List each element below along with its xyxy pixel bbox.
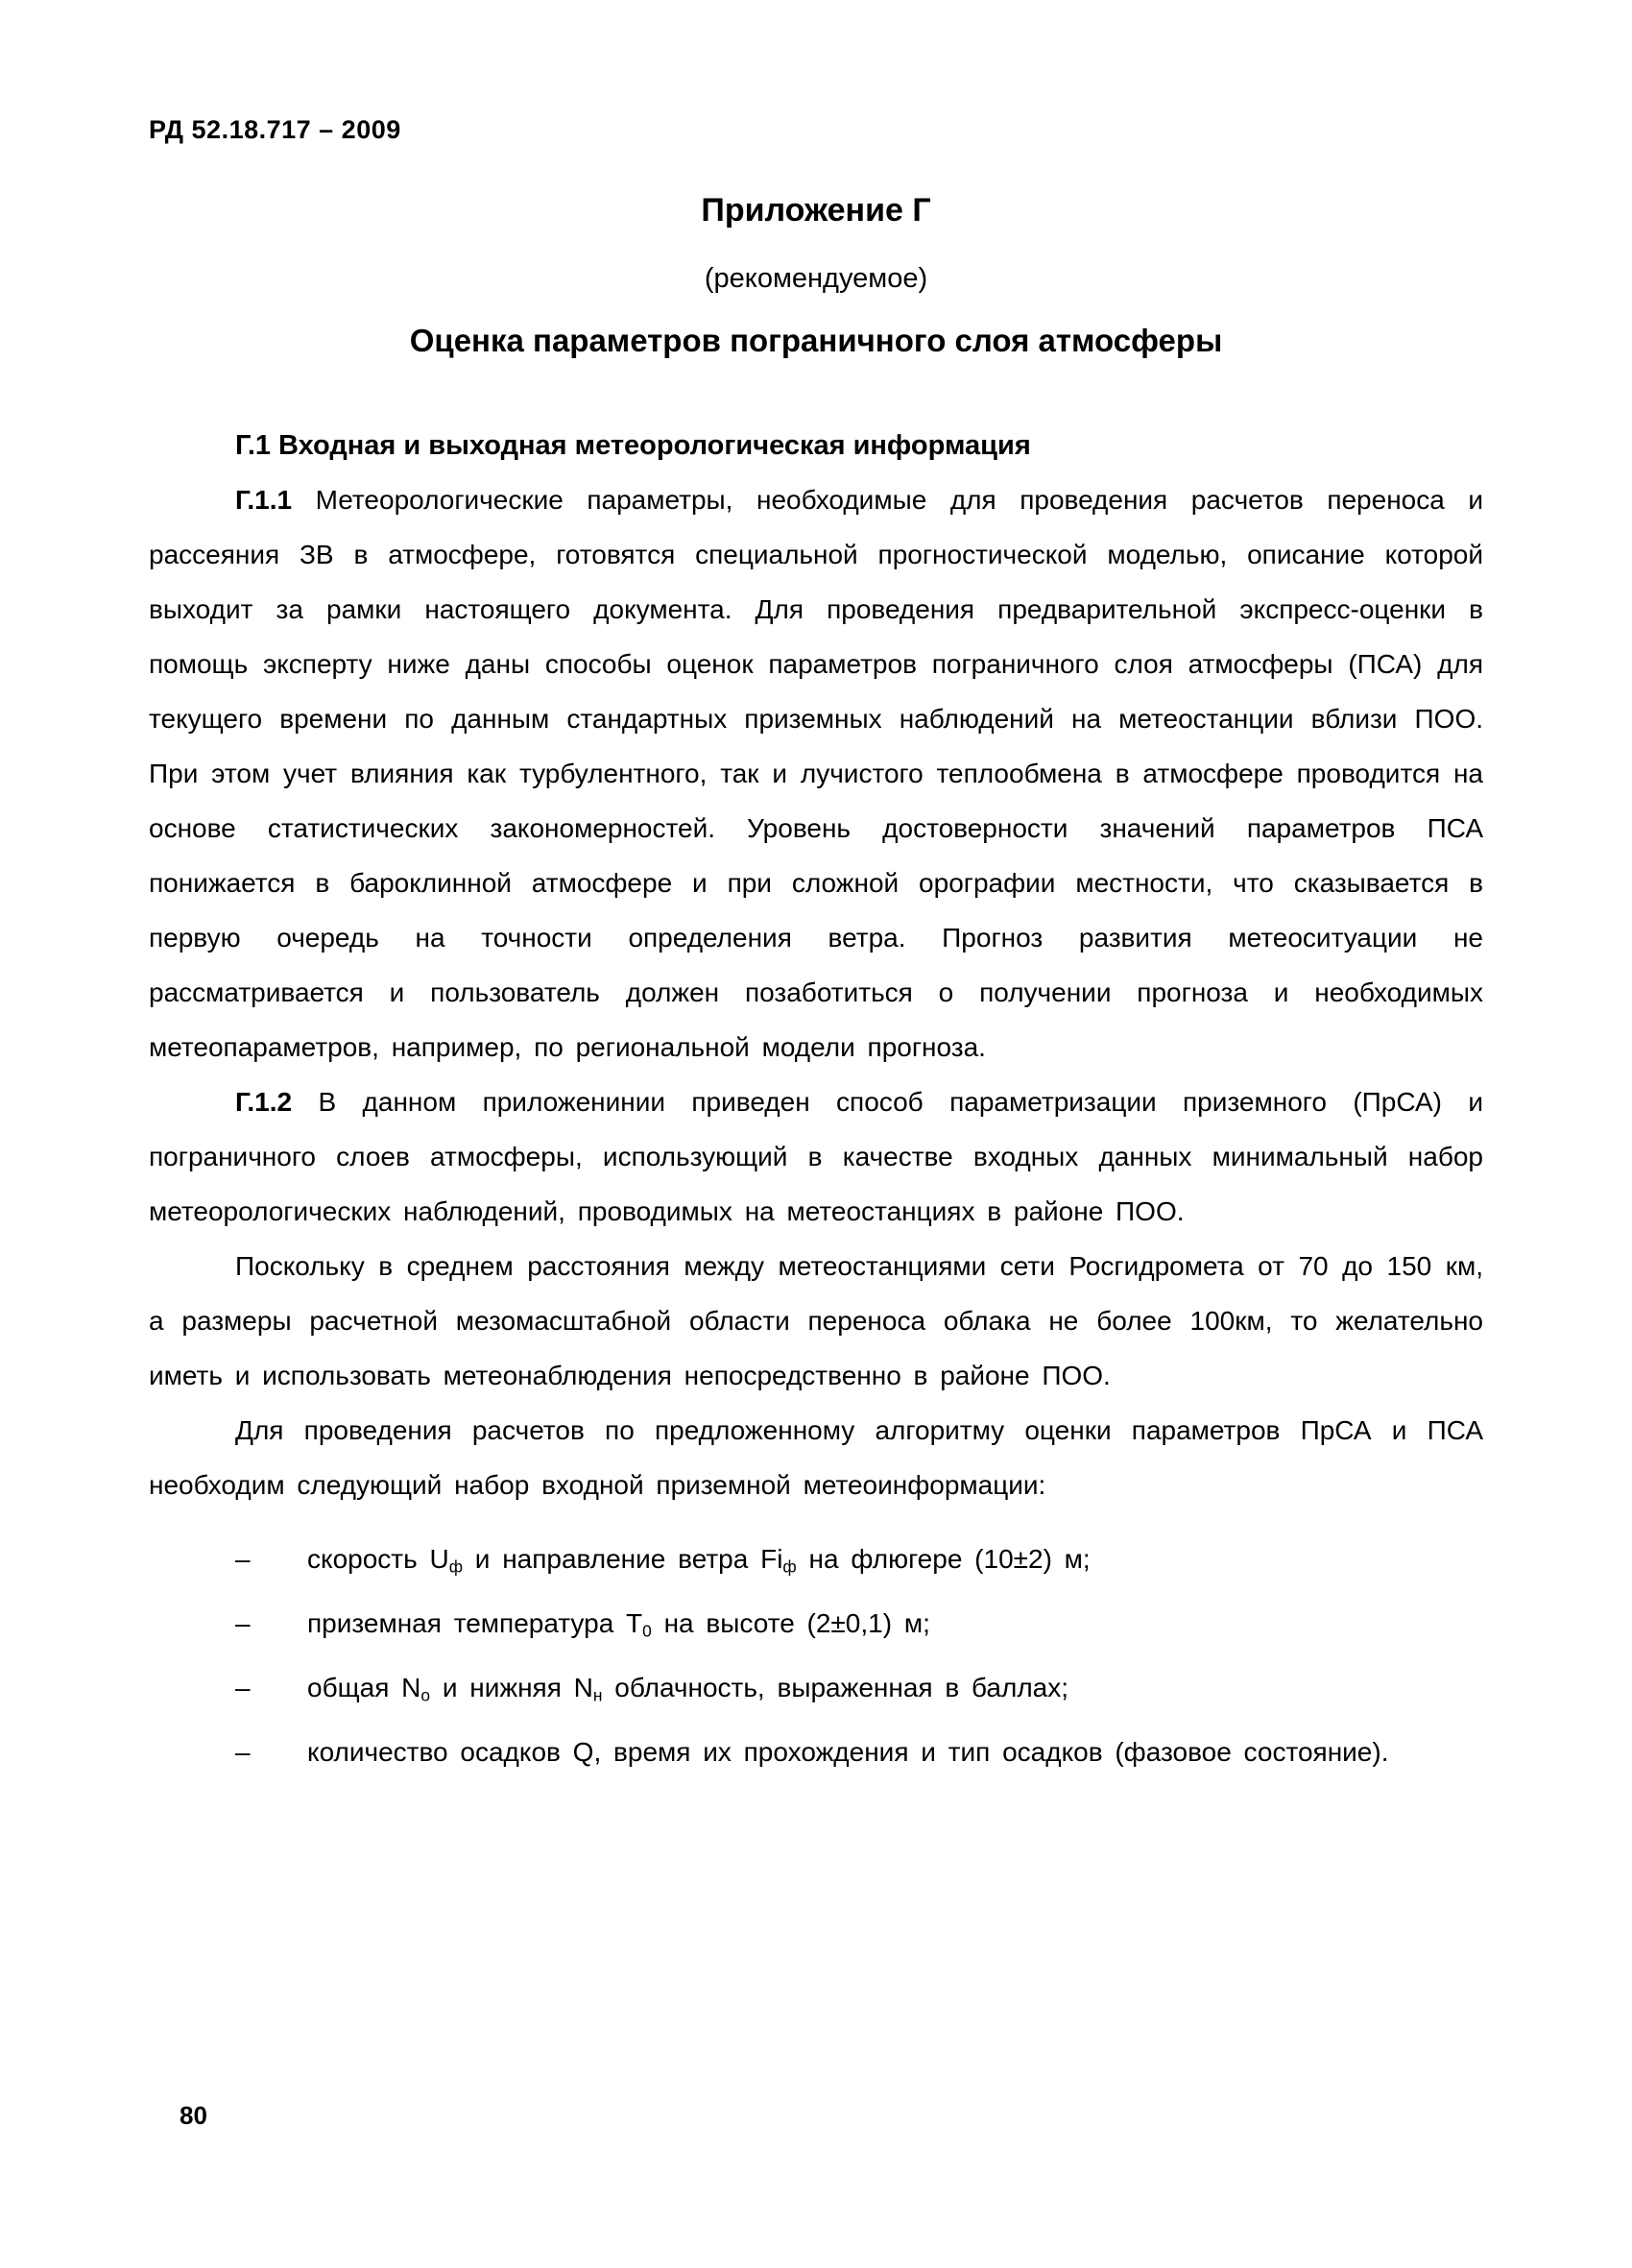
dash-marker: – <box>235 1737 251 1767</box>
body-paragraphs <box>149 472 1483 1512</box>
dash-marker: – <box>235 1608 251 1638</box>
subscript: ф <box>448 1556 463 1577</box>
list-item: – общая $N_о$ и нижняя $N_н$ облачность, выраженная в баллах; <box>149 1660 1483 1715</box>
list-item: – приземная температура $Т_0$ на высоте (2±0,1) м; <box>149 1596 1483 1651</box>
appendix-label: Приложение Г <box>701 192 931 229</box>
document-number: РД 52.18.717 – 2009 <box>149 115 401 144</box>
subscript: о <box>420 1685 431 1705</box>
subscript: н <box>592 1685 603 1705</box>
appendix-title: Оценка параметров пограничного слоя атмосферы <box>409 323 1223 358</box>
meteo-input-list <box>149 1532 1483 1779</box>
paragraph: Г.1.1 Метеорологические параметры, необходимые для проведения расчетов переноса и рассеяния ЗВ в атмосфере, готовятся специальной прогностической моделью, описание которой выходит за рамки настоящего документа. Для проведения предварительной экспресс-оценки в помощь эксперту ниже даны способы оценок параметров пограничного слоя атмосферы (ПСА) для текущего времени по данным стандартных приземных наблюдений на метеостанции вблизи ПОО. При этом учет влияния как турбулентного, так и лучистого теплообмена в атмосфере проводится на основе статистических закономерностей. Уровень достоверности значений параметров ПСА понижается в бароклинной атмосфере и при сложной орографии местности, что сказывается в первую очередь на точности определения ветра. Прогноз развития метеоситуации не рассматривается и пользователь должен позаботиться о получении прогноза и необходимых метеопараметров, например, по региональной модели прогноза. <box>149 485 1483 1062</box>
subscript: 0 <box>642 1621 652 1641</box>
subscript: ф <box>782 1556 797 1577</box>
dash-marker: – <box>235 1544 251 1574</box>
paragraph: Для проведения расчетов по предложенному алгоритму оценки параметров ПрСА и ПСА необходим следующий набор входной приземной метеоинформации: <box>149 1415 1483 1500</box>
list-item: – скорость $U_ф$ и направление ветра $Fi_ф$ на флюгере (10±2) м; <box>149 1532 1483 1586</box>
page-number: 80 <box>180 2101 207 2130</box>
clause-number: Г.1.1 <box>235 485 316 515</box>
paragraph: Поскольку в среднем расстояния между метеостанциями сети Росгидромета от 70 до 150 км, а размеры расчетной мезомасштабной области переноса облака не более 100км, то желательно иметь и использовать метеонаблюдения непосредственно в районе ПОО. <box>149 1251 1483 1390</box>
section-heading: Г.1 Входная и выходная метеорологическая информация <box>235 430 1031 461</box>
appendix-note: (рекомендуемое) <box>704 263 928 294</box>
dash-marker: – <box>235 1673 251 1702</box>
clause-number: Г.1.2 <box>235 1087 319 1117</box>
list-item: – количество осадков Q, время их прохождения и тип осадков (фазовое состояние). <box>149 1725 1483 1779</box>
paragraph: Г.1.2 В данном приложенинии приведен способ параметризации приземного (ПрСА) и пограничного слоев атмосферы, использующий в качестве входных данных минимальный набор метеорологических наблюдений, проводимых на метеостанциях в районе ПОО. <box>149 1087 1483 1226</box>
